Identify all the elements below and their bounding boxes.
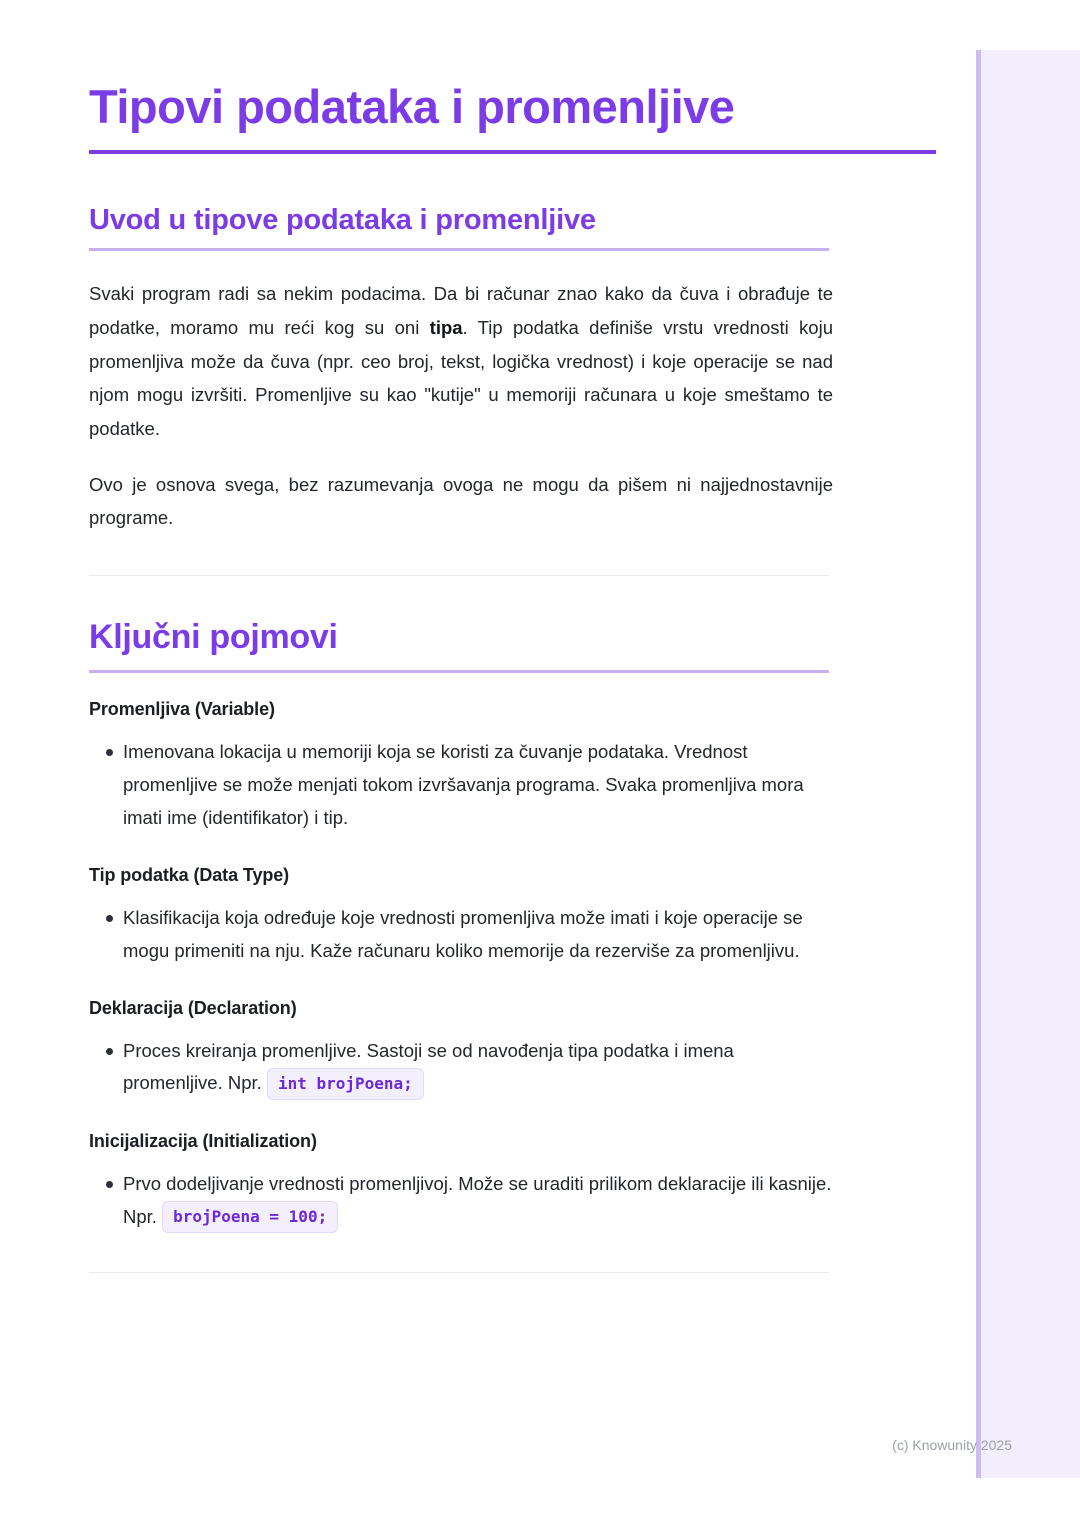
page-footer: (c) Knowunity 2025 xyxy=(892,1437,1012,1453)
term-description: Imenovana lokacija u memoriji koja se koristi za čuvanje podataka. Vrednost promenljive se može menjati tokom izvršavanja programa. Svaka promenljiva mora imati ime (identifikator) i tip. xyxy=(123,740,804,828)
list-item xyxy=(89,736,833,835)
intro-paragraph-1-part-1: Svaki program radi sa nekim podacima. Da bi računar znao kako da čuva i obrađuje te podatke, moramo mu reći kog su oni xyxy=(89,283,833,338)
term-description-list xyxy=(89,902,839,968)
bullet-icon xyxy=(106,749,113,756)
section-separator-2 xyxy=(89,1272,829,1273)
term-description-list xyxy=(89,736,839,835)
term-description: Klasifikacija koja određuje koje vrednosti promenljiva može imati i koje operacije se mogu primeniti na nju. Kaže računaru koliko memorije da rezerviše za promenljivu. xyxy=(123,906,803,961)
title-divider xyxy=(89,150,936,154)
term-title: Deklaracija (Declaration) xyxy=(89,997,297,1018)
intro-paragraph-2: Ovo je osnova svega, bez razumevanja ovoga ne mogu da pišem ni najjednostavnije programe. xyxy=(89,473,833,529)
section-intro xyxy=(89,204,839,535)
list-item xyxy=(89,1168,833,1234)
document-content xyxy=(89,82,839,1273)
bullet-icon xyxy=(106,1181,113,1188)
term-description-list xyxy=(89,1168,839,1234)
bullet-icon xyxy=(106,915,113,922)
intro-paragraph-1-emphasis: tipa xyxy=(429,316,463,338)
term-title: Tip podatka (Data Type) xyxy=(89,864,290,885)
term-description: Prvo dodeljivanje vrednosti promenljivoj. Može se uraditi prilikom deklaracije ili kasnije. Npr. xyxy=(123,1172,832,1227)
section-key-terms xyxy=(89,618,839,1234)
term-title: Inicijalizacija (Initialization) xyxy=(89,1130,317,1151)
inline-code-snippet: brojPoena = 100; xyxy=(162,1201,338,1233)
term-description-list xyxy=(89,1035,839,1101)
list-item xyxy=(89,1035,833,1101)
term-description: Proces kreiranja promenljive. Sastoji se od navođenja tipa podatka i imena promenljive. Npr. xyxy=(123,1039,734,1094)
key-terms-heading: Ključni pojmovi xyxy=(89,617,338,656)
section-separator-1 xyxy=(89,575,829,576)
term-title: Promenljiva (Variable) xyxy=(89,698,275,719)
intro-paragraph-1 xyxy=(89,277,833,445)
list-item xyxy=(89,902,833,968)
intro-heading: Uvod u tipove podataka i promenljive xyxy=(89,203,596,236)
intro-paragraph-1-part-2: . Tip podatka definiše vrstu vrednosti koju promenljiva može da čuva (npr. ceo broj, tekst, logička vrednost) i koje operacije se nad njom mogu izvršiti. Promenljive su kao "kutije" u memoriji računara u koje smeštamo te podatke. xyxy=(89,316,833,439)
inline-code-snippet: int brojPoena; xyxy=(267,1068,424,1100)
page-title: Tipovi podataka i promenljive xyxy=(89,80,735,133)
intro-heading-divider xyxy=(89,248,829,251)
bullet-icon xyxy=(106,1048,113,1055)
key-terms-heading-divider xyxy=(89,670,829,673)
